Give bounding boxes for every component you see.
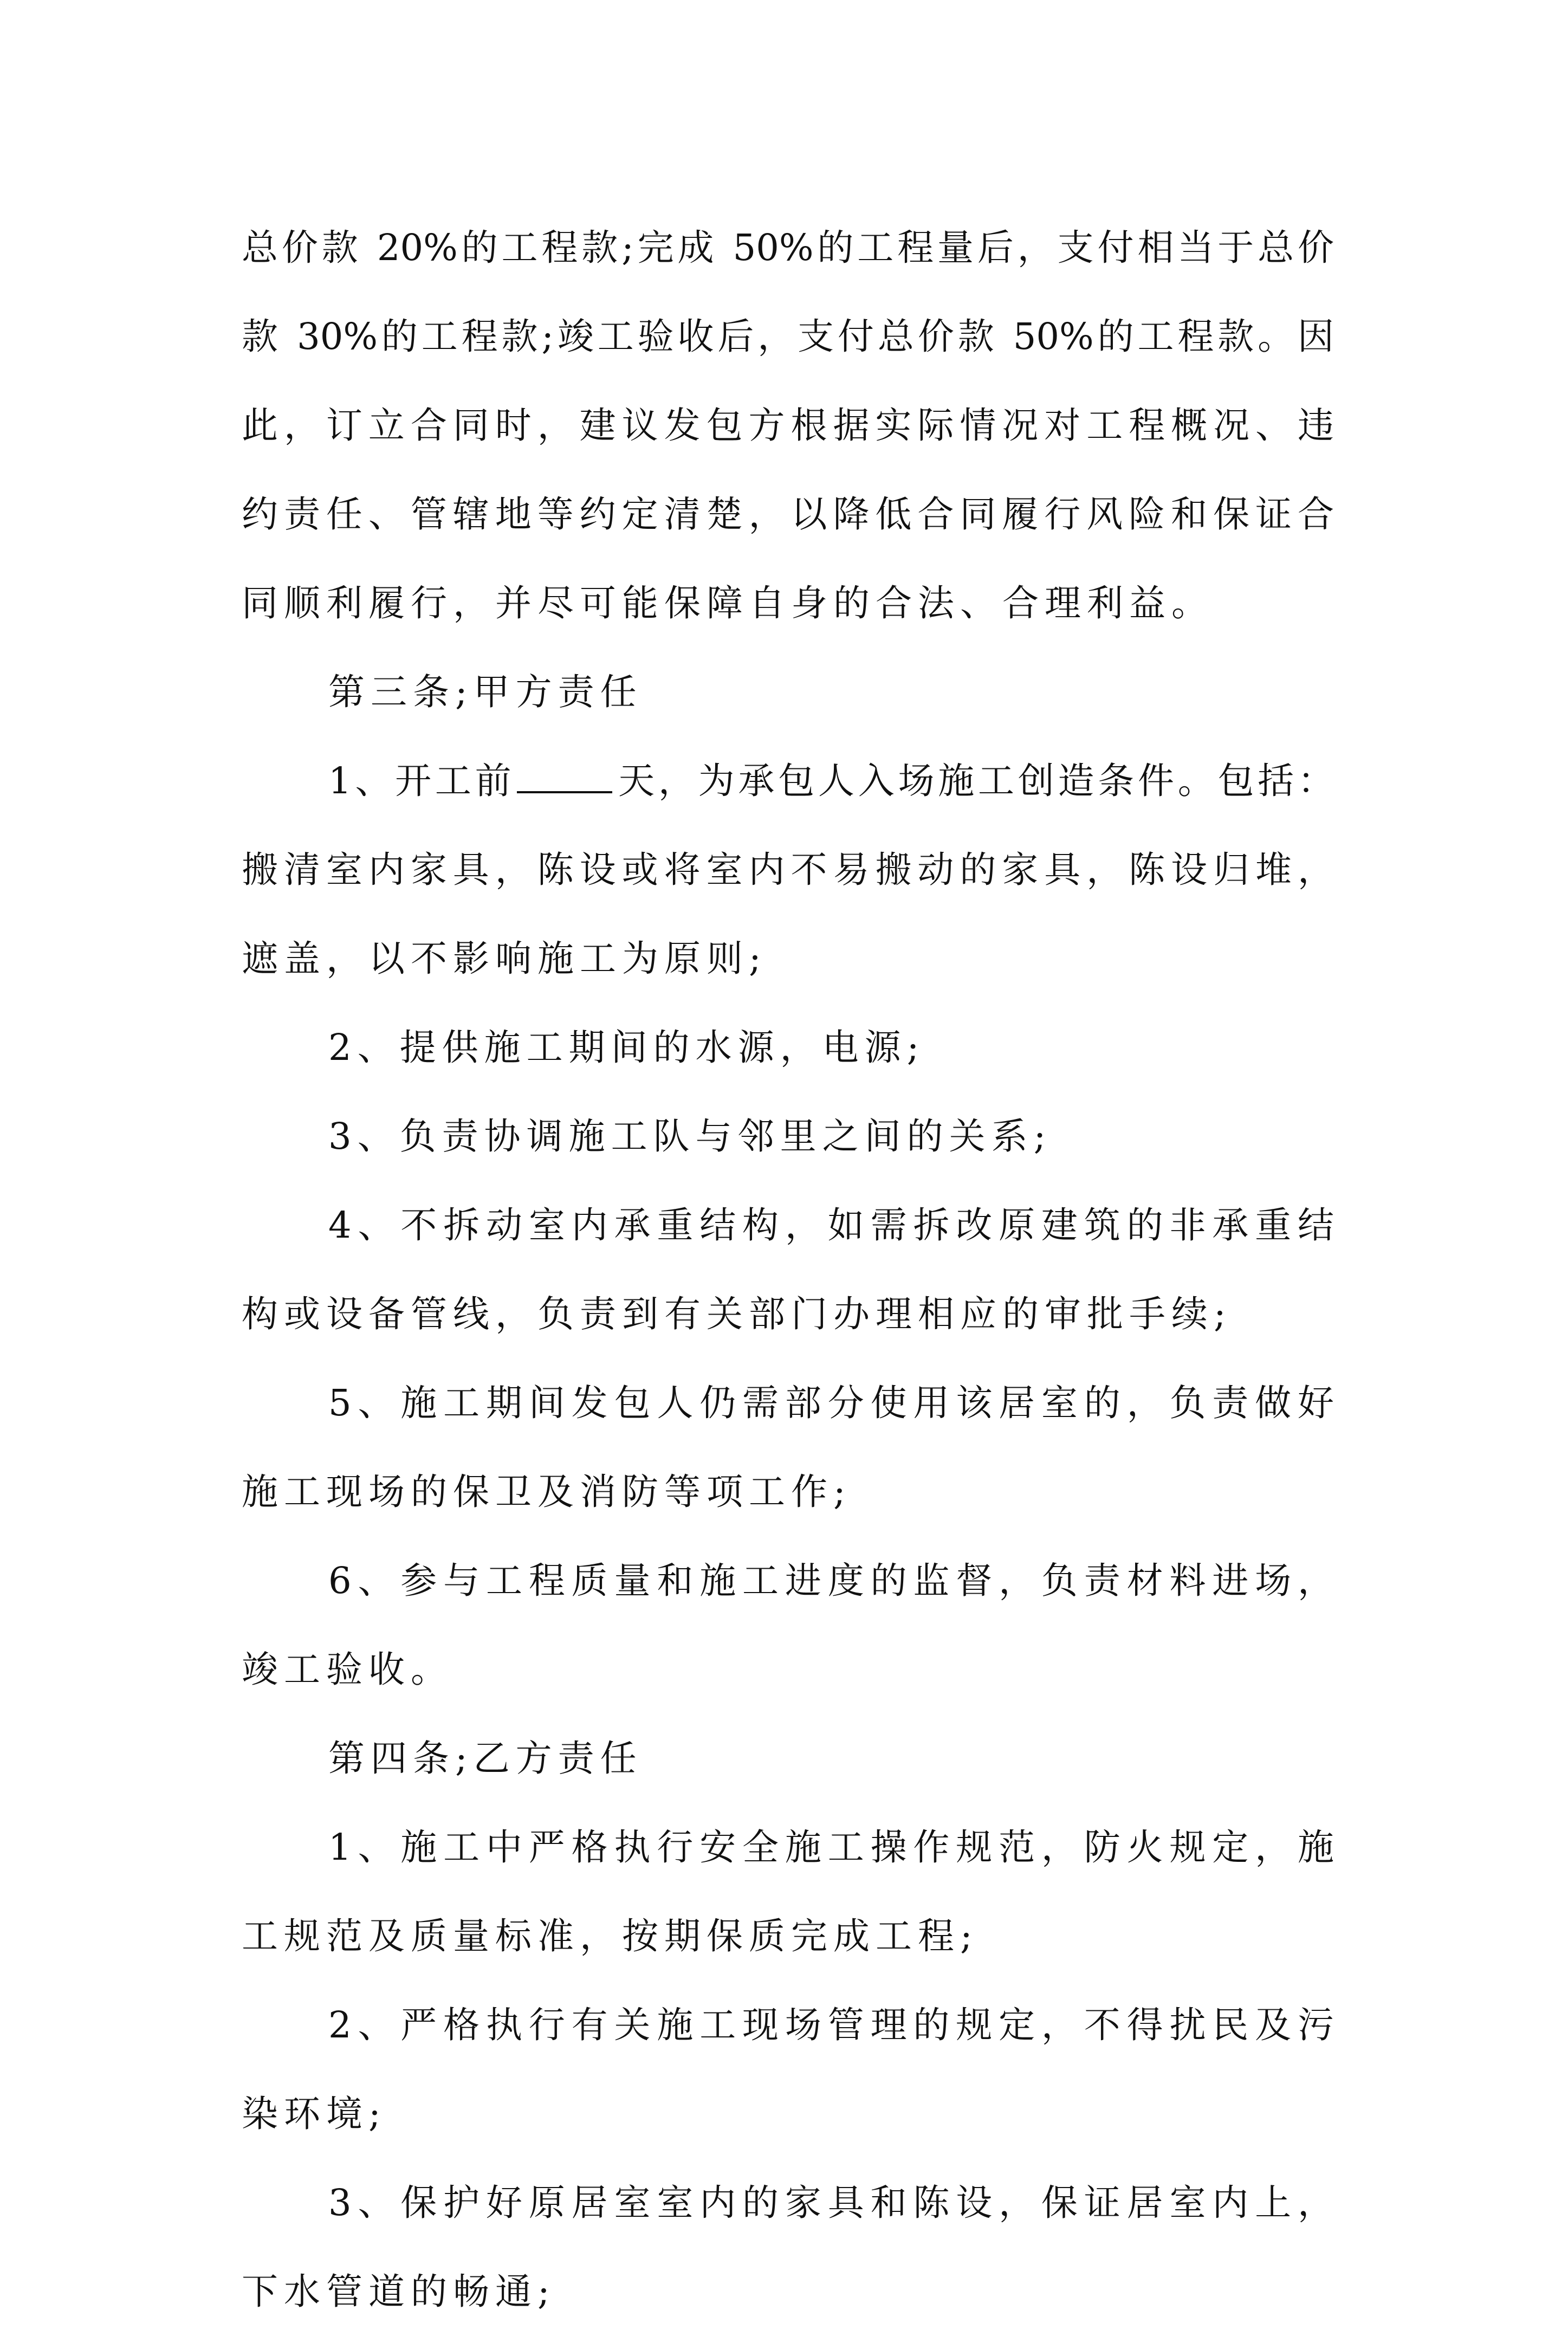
- document-page: [242, 203, 1334, 2336]
- list-item: 2、提供施工期间的水源，电源;: [328, 1026, 925, 1069]
- list-item: 6、参与工程质量和施工进度的监督，负责材料进场，: [328, 1560, 1334, 1602]
- text-line: 此，订立合同时，建议发包方根据实际情况对工程概况、违: [242, 404, 1334, 447]
- item-text: 天，为承包人入场施工创造条件。包括：: [614, 760, 1334, 802]
- section-heading: 第四条;乙方责任: [328, 1737, 643, 1779]
- list-item: 5、施工期间发包人仍需部分使用该居室的，负责做好: [328, 1382, 1334, 1424]
- list-item: 3、负责协调施工队与邻里之间的关系;: [328, 1115, 1052, 1157]
- text-line: 施工现场的保卫及消防等项工作;: [242, 1471, 852, 1513]
- list-item: 4、不拆动室内承重结构，如需拆改原建筑的非承重结: [328, 1204, 1334, 1246]
- text-line: 同顺利履行，并尽可能保障自身的合法、合理利益。: [242, 582, 1214, 624]
- text-line: 搬清室内家具，陈设或将室内不易搬动的家具，陈设归堆，: [242, 849, 1334, 891]
- text-line: 遮盖，以不影响施工为原则;: [242, 937, 767, 980]
- text-line: [242, 736, 1334, 825]
- text-line: 款 30%的工程款;竣工验收后，支付总价款 50%的工程款。因: [242, 315, 1334, 358]
- text-line: 约责任、管辖地等约定清楚，以降低合同履行风险和保证合: [242, 493, 1334, 535]
- list-item: 2、严格执行有关施工现场管理的规定，不得扰民及污: [328, 2004, 1334, 2046]
- list-item: 3、保护好原居室室内的家具和陈设，保证居室内上，: [328, 2182, 1334, 2224]
- text-line: 总价款 20%的工程款;完成 50%的工程量后，支付相当于总价: [242, 227, 1334, 269]
- item-text: 1、开工前: [328, 760, 515, 802]
- text-line: 竣工验收。: [242, 1648, 453, 1691]
- text-line: 下水管道的畅通;: [242, 2270, 556, 2313]
- section-heading: 第三条;甲方责任: [328, 671, 643, 713]
- text-line: 工规范及质量标准，按期保质完成工程;: [242, 1915, 979, 1957]
- fill-in-blank: [517, 760, 612, 793]
- text-line: 染环境;: [242, 2093, 387, 2135]
- list-item: 1、施工中严格执行安全施工操作规范，防火规定，施: [328, 1826, 1334, 1868]
- text-line: 构或设备管线，负责到有关部门办理相应的审批手续;: [242, 1293, 1232, 1335]
